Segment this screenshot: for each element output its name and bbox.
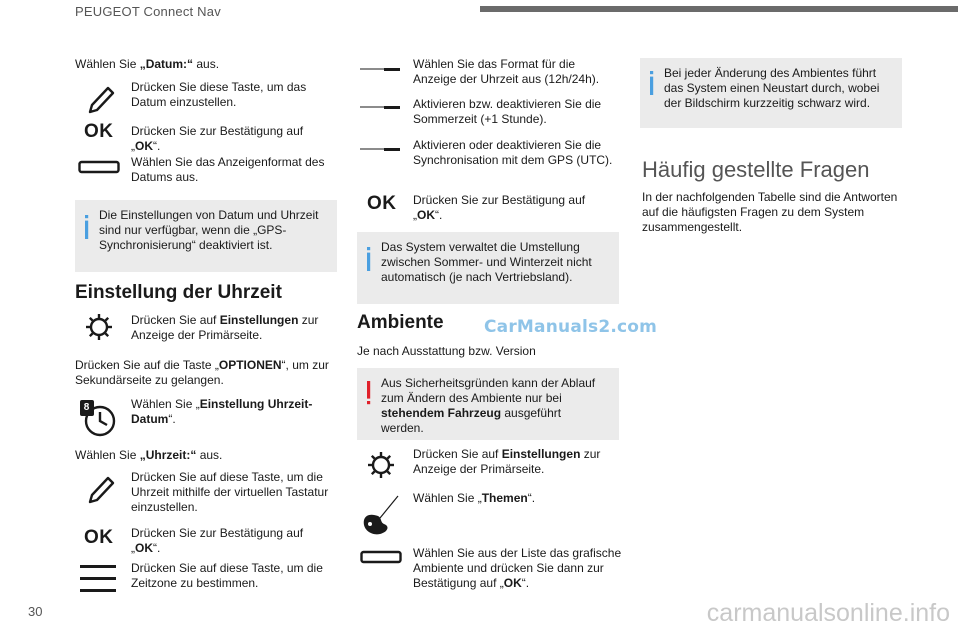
info-note-date — [75, 200, 337, 272]
footer-watermark: carmanualsonline.info — [706, 599, 950, 627]
pencil-icon — [86, 84, 116, 116]
time-settings-text: Drücken Sie auf Einstellungen zur Anzeige der Primärseite. — [131, 313, 319, 342]
info-icon — [85, 212, 89, 242]
info-note-restart — [640, 58, 902, 128]
summer-time-text: Aktivieren bzw. deaktivieren Sie die Sommerzeit (+1 Stunde). — [413, 97, 602, 126]
info-note-text: Das System verwaltet die Umstellung zwischen Sommer- und Winterzeit nicht automatisch (je nach Vertriebsland). — [381, 240, 592, 284]
ambience-subtitle: Je nach Ausstattung bzw. Version — [357, 344, 536, 358]
pencil-icon — [86, 474, 116, 506]
watermark: CarManuals2.com — [484, 317, 658, 337]
heading-time: Einstellung der Uhrzeit — [75, 282, 282, 303]
header-bar — [480, 6, 958, 12]
toggle-line-icon — [360, 106, 402, 112]
ambience-list-text: Wählen Sie aus der Liste das grafische Ambiente und drücken Sie dann zur Bestätigung auf „OK“. — [413, 546, 622, 590]
ok-icon: OK — [367, 193, 397, 214]
gear-icon — [366, 450, 396, 480]
warning-note-text: Aus Sicherheitsgründen kann der Ablauf zum Ändern des Ambiente nur bei stehendem Fahrzeug ausgeführt werden. — [381, 376, 596, 435]
warning-note — [357, 368, 619, 440]
time-date-setting-text: Wählen Sie „Einstellung Uhrzeit-Datum“. — [131, 397, 313, 426]
toggle-line-icon — [360, 68, 402, 74]
ambience-settings-text: Drücken Sie auf Einstellungen zur Anzeige der Primärseite. — [413, 447, 601, 476]
date-pencil-text: Drücken Sie diese Taste, um das Datum einzustellen. — [131, 80, 307, 109]
menu-icon — [80, 562, 116, 596]
gear-icon — [84, 312, 114, 342]
gps-sync-text: Aktivieren oder deaktivieren Sie die Synchronisation mit dem GPS (UTC). — [413, 138, 613, 167]
ok-icon: OK — [84, 121, 114, 142]
heading-faq: Häufig gestellte Fragen — [642, 157, 870, 182]
info-icon — [650, 68, 654, 98]
header-title: PEUGEOT Connect Nav — [75, 4, 221, 19]
themes-text: Wählen Sie „Themen“. — [413, 491, 536, 505]
hour-format-text: Wählen Sie das Format für die Anzeige der Uhrzeit aus (12h/24h). — [413, 57, 600, 86]
faq-paragraph: In der nachfolgenden Tabelle sind die Antworten auf die häufigsten Fragen zu dem System zusammengestellt. — [642, 190, 898, 234]
time-intro: Wählen Sie „Uhrzeit:“ aus. — [75, 448, 223, 462]
info-note-text: Bei jeder Änderung des Ambientes führt das System einen Neustart durch, wobei der Bildschirm kurzzeitig schwarz wird. — [664, 66, 880, 110]
timezone-text: Drücken Sie auf diese Taste, um die Zeitzone zu bestimmen. — [131, 561, 323, 590]
clock-badge-label: 8 — [83, 402, 90, 413]
time-pencil-text: Drücken Sie auf diese Taste, um die Uhrzeit mithilfe der virtuellen Tastatur einzustellen. — [131, 470, 329, 514]
options-paragraph: Drücken Sie auf die Taste „OPTIONEN“, um zur Sekundärseite zu gelangen. — [75, 358, 329, 387]
info-note-dst — [357, 232, 619, 304]
palette-icon — [360, 494, 400, 538]
ok-icon: OK — [84, 527, 114, 548]
page-number: 30 — [28, 604, 43, 619]
date-format-text: Wählen Sie das Anzeigenformat des Datums aus. — [131, 155, 325, 184]
date-intro: Wählen Sie „Datum:“ aus. — [75, 57, 220, 71]
rectangle-button-icon — [78, 160, 120, 174]
info-note-text: Die Einstellungen von Datum und Uhrzeit sind nur verfügbar, wenn die „GPS-Synchronisierung“ deaktiviert ist. — [99, 208, 319, 252]
toggle-line-icon — [360, 148, 402, 154]
info-icon — [367, 244, 371, 274]
rectangle-button-icon — [360, 550, 402, 564]
time-ok-text: Drücken Sie zur Bestätigung auf „OK“. — [131, 526, 304, 555]
date-ok-text: Drücken Sie zur Bestätigung auf „OK“. — [131, 124, 304, 153]
time-confirm-text: Drücken Sie zur Bestätigung auf „OK“. — [413, 193, 586, 222]
heading-ambience: Ambiente — [357, 312, 444, 333]
warning-icon — [367, 378, 371, 408]
